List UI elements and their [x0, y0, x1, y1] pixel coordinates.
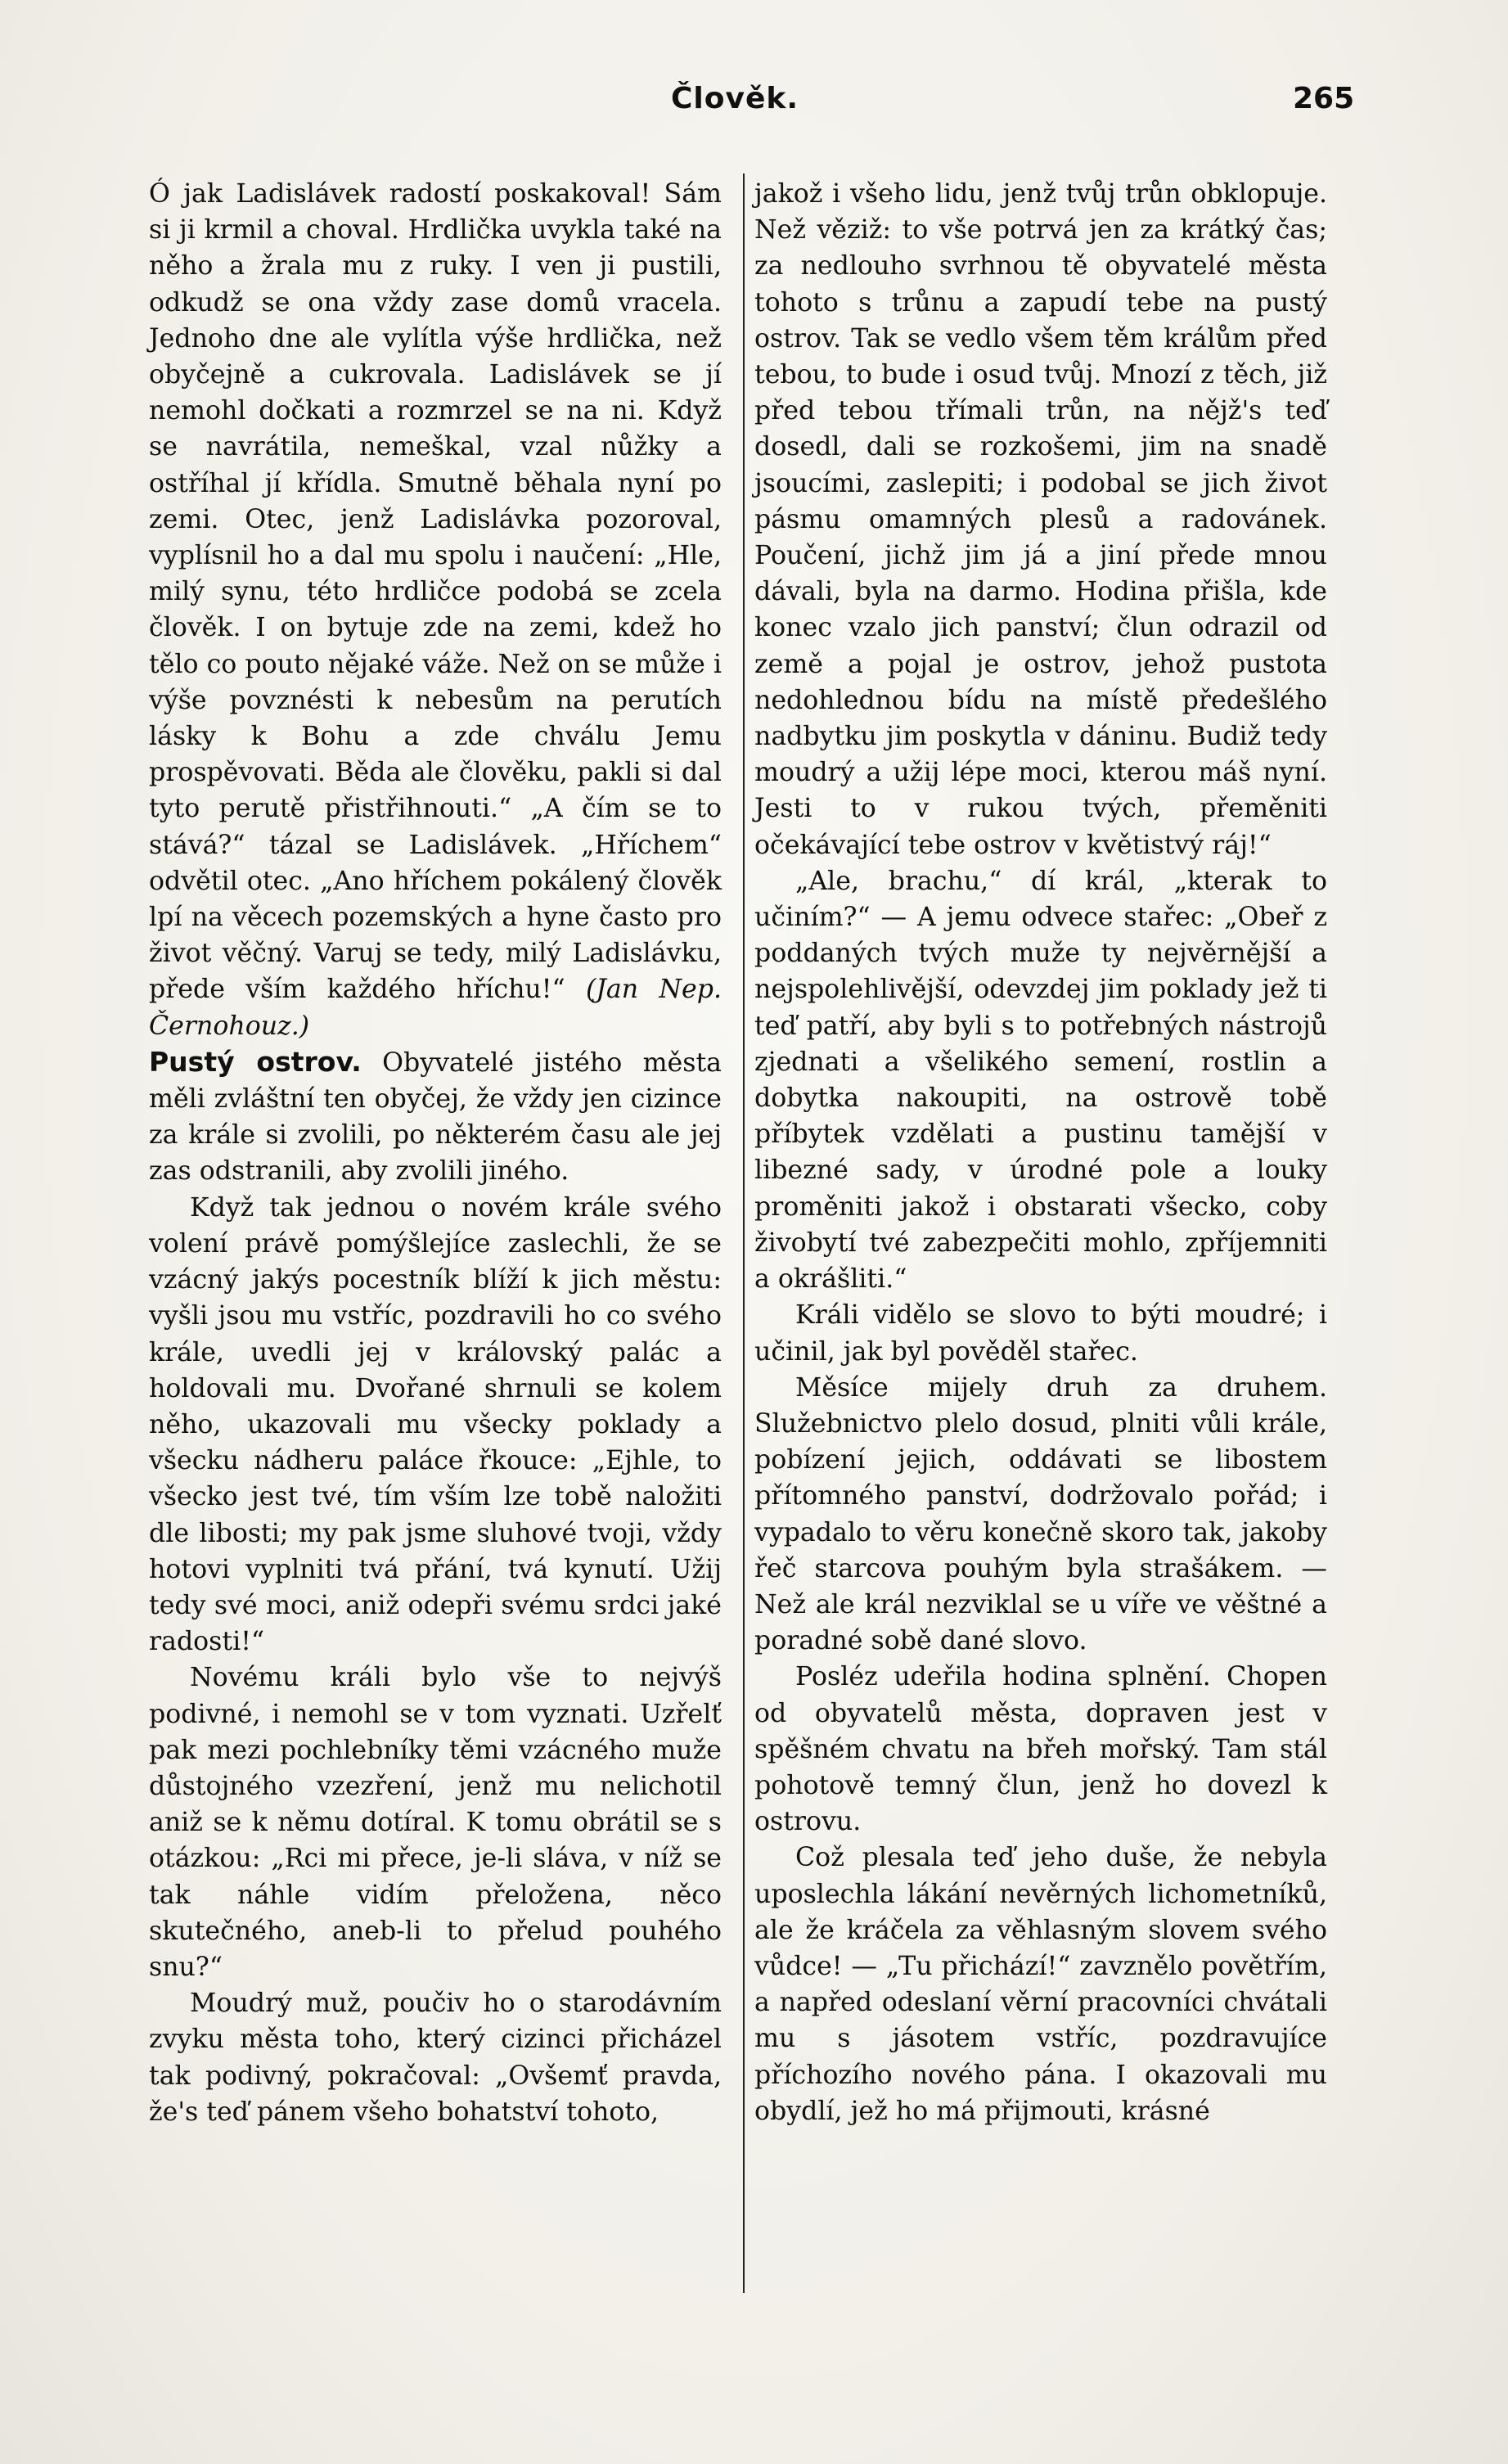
- paragraph: Což plesala teď jeho duše, že nebyla uposlechla lákání nevěrných lichometníků, ale že kráčela za věhlasným slovem svého vůdce! — „Tu přichází!“ zavznělo povětřím, a napřed odeslaní věrní pracovníci chvátali mu s jásotem vstříc, pozdravujíce příchozího nového pána. I okazovali mu obydlí, jež ho má přijmouti, krásné: [754, 1843, 1327, 2126]
- paragraph-hrdlicka: [149, 176, 722, 1044]
- paragraph-pusty-ostrov: [149, 1044, 722, 1190]
- running-header: [0, 72, 1508, 121]
- paragraph: Když tak jednou o novém krále svého volení právě pomýšlejíce zaslechli, že se vzácný jakýs pocestník blíží k jich městu: vyšli jsou mu vstříc, pozdravili ho co svého krále, uvedli jej v královský palác a holdovali mu. Dvořané shrnuli se kolem něho, ukazovali mu všecky poklady a všecku nádheru paláce řkouce: „Ejhle, to všecko jest tvé, tím vším lze tobě naložiti dle libosti; my pak jsme sluhové tvoji, vždy hotovi vyplniti tvá přání, tvá kynutí. Užij tedy své moci, aniž odepři svému srdci jaké radosti!“: [149, 1192, 722, 1657]
- paragraph: Novému králi bylo vše to nejvýš podivné, i nemohl se v tom vyznati. Uzřelť pak mezi pochlebníky těmi vzácného muže důstojného vzezření, jenž mu nelichotil aniž se k němu dotíral. K tomu obrátil se s otázkou: „Rci mi přece, je-li sláva, v níž se tak náhle vidím přeložena, něco skutečného, aneb-li to přelud pouhého snu?“: [149, 1663, 722, 1982]
- left-column: [149, 176, 722, 2130]
- column-divider: [743, 173, 745, 2293]
- paragraph-text: Obyvatelé jistého města měli zvláštní ten obyčej, že vždy jen cizince za krále si zvolili, po některém času ale jej zas odstranili, aby zvolili jiného.: [149, 1047, 722, 1187]
- paragraph: Králi vidělo se slovo to býti moudré; i učinil, jak byl pověděl stařec.: [754, 1300, 1327, 1367]
- paragraph-text: Ó jak Ladislávek radostí poskakoval! Sám si ji krmil a choval. Hrdlička uvykla také na něho a žrala mu z ruky. I ven ji pustili, odkudž se ona vždy zase domů vracela. Jednoho dne ale vylítla výše hrdlička, než obyčejně a cukrovala. Ladislávek se jí nemohl dočkati a rozmrzel se na ni. Když se navrátila, nemeškal, vzal nůžky a ostříhal jí křídla. Smutně běhala nyní po zemi. Otec, jenž Ladislávka pozoroval, vyplísnil ho a dal mu spolu i naučení: „Hle, milý synu, této hrdličce podobá se zcela člověk. I on bytuje zde na zemi, kdež ho tělo co pouto nějaké váže. Než on se může i výše povznésti k nebesům na perutích lásky k Bohu a zde chválu Jemu prospěvovati. Běda ale člověku, pakli si dal tyto perutě přistřihnouti.“ „A čím se to stává?“ tázal se Ladislávek. „Hříchem“ odvětil otec. „Ano hříchem pokálený člověk lpí na věcech pozemských a hyne často pro život věčný. Varuj se tedy, milý Ladislávku, přede vším každého hříchu!“: [149, 179, 722, 1005]
- page-number: 265: [1293, 82, 1355, 115]
- section-heading: Pustý ostrov.: [149, 1045, 362, 1078]
- paragraph: jakož i všeho lidu, jenž tvůj trůn obklopuje. Než věziž: to vše potrvá jen za krátký čas; za nedlouho svrhnou tě obyvatelé města tohoto s trůnu a zapudí tebe na pustý ostrov. Tak se vedlo všem těm králům před tebou, to bude i osud tvůj. Mnozí z těch, již před tebou třímali trůn, na nějž's teď dosedl, dali se rozkošemi, jim na snadě jsoucími, zaslepiti; i podobal se jich život pásmu omamných plesů a radovánek. Poučení, jichž jim já a jiní přede mnou dávali, byla na darmo. Hodina přišla, kde konec vzalo jich panství; člun odrazil od země a pojal je ostrov, jehož pustota nedohlednou bídu na místě předešlého nadbytku jim poskytla v dáninu. Budiž tedy moudrý a užij lépe moci, kterou máš nyní. Jesti to v rukou tvých, přeměniti očekávající tebe ostrov v květistvý ráj!“: [754, 179, 1327, 860]
- right-column: [754, 176, 1327, 2129]
- paragraph: Měsíce mijely druh za druhem. Služebnictvo plelo dosud, plniti vůli krále, pobízení jejich, oddávati se libostem přítomného panství, dodržovalo pořád; i vypadalo to věru konečně skoro tak, jakoby řeč starcova pouhým byla strašákem. — Než ale král nezviklal se u víře ve věštné a poradné sobě dané slovo.: [754, 1372, 1327, 1656]
- paragraph: Posléz udeřila hodina splnění. Chopen od obyvatelů města, dopraven jest v spěšném chvatu na břeh mořský. Tam stál pohotově temný člun, jenž ho dovezl k ostrovu.: [754, 1662, 1327, 1837]
- paragraph: „Ale, brachu,“ dí král, „kterak to učiním?“ — A jemu odvece stařec: „Obeř z poddaných tvých muže ty nejvěrnější a nejspolehlivější, odevzdej jim poklady jež ti teď patří, aby byli s to potřebných nástrojů zjednati a všelikého semení, rostlin a dobytka nakoupiti, na ostrově tobě příbytek vzdělati a pustinu tamější v libezné sady, v úrodné pole a louky proměniti jakož i obstarati všecko, coby živobytí tvé zabezpečiti mohlo, zpříjemniti a okrášliti.“: [754, 866, 1327, 1295]
- paragraph: Moudrý muž, poučiv ho o starodávním zvyku města toho, který cizinci přicházel tak podivný, pokračoval: „Ovšemť pravda, že's teď pánem všeho bohatství tohoto,: [149, 1989, 722, 2127]
- header-title: Člověk.: [671, 82, 799, 115]
- author-signature: (Jan Nep. Černohouz.): [149, 975, 722, 1041]
